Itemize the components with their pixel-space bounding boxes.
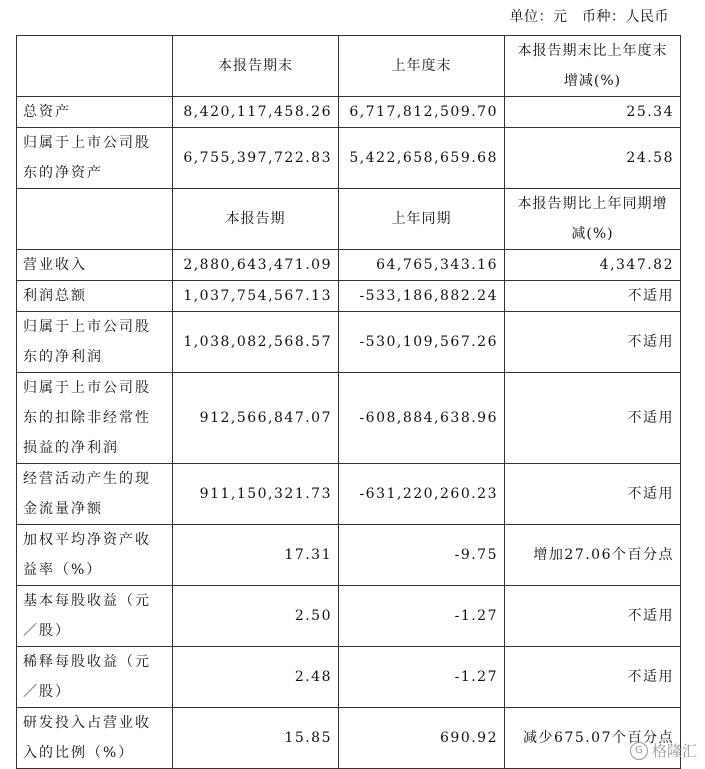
table-row [17, 708, 681, 769]
table-row [17, 373, 681, 464]
row-label: 归属于上市公司股东的净利润 [17, 312, 173, 373]
table-row [17, 128, 681, 189]
table-row [17, 250, 681, 281]
row-label: 基本每股收益（元／股） [17, 586, 173, 647]
watermark-text: 格隆汇 [651, 742, 697, 760]
financial-data-table [16, 35, 681, 769]
row-label: 归属于上市公司股东的扣除非经常性损益的净利润 [17, 373, 173, 464]
row-value-current: 15.85 [173, 708, 339, 769]
row-value-prior: 6,717,812,509.70 [339, 97, 505, 128]
row-value-prior: -631,220,260.23 [339, 464, 505, 525]
header-current-period: 本报告期 [173, 189, 339, 250]
row-value-prior: -1.27 [339, 647, 505, 708]
row-value-change: 4,347.82 [505, 250, 681, 281]
row-value-change: 24.58 [505, 128, 681, 189]
row-value-current: 2,880,643,471.09 [173, 250, 339, 281]
row-value-current: 1,038,082,568.57 [173, 312, 339, 373]
header-prior-year-end: 上年度末 [339, 36, 505, 97]
row-value-current: 912,566,847.07 [173, 373, 339, 464]
row-value-prior: -608,884,638.96 [339, 373, 505, 464]
row-label: 归属于上市公司股东的净资产 [17, 128, 173, 189]
currency-unit-note: 单位：元 币种：人民币 [509, 9, 669, 25]
row-label: 利润总额 [17, 281, 173, 312]
header-empty-cell [17, 36, 173, 97]
gelonghui-watermark [630, 740, 697, 761]
row-value-prior: -1.27 [339, 586, 505, 647]
row-value-change: 不适用 [505, 281, 681, 312]
row-value-change: 不适用 [505, 312, 681, 373]
row-value-current: 2.50 [173, 586, 339, 647]
row-value-current: 911,150,321.73 [173, 464, 339, 525]
row-label: 加权平均净资产收益率（%） [17, 525, 173, 586]
row-value-prior: 5,422,658,659.68 [339, 128, 505, 189]
row-value-change: 25.34 [505, 97, 681, 128]
table-subheader-row [17, 189, 681, 250]
table-row [17, 281, 681, 312]
header-period-end: 本报告期末 [173, 36, 339, 97]
table-row [17, 647, 681, 708]
header-change-percent: 本报告期末比上年度末增减(%) [505, 36, 681, 97]
row-value-prior: -9.75 [339, 525, 505, 586]
row-value-current: 17.31 [173, 525, 339, 586]
header-yoy-change: 本报告期比上年同期增减(%) [505, 189, 681, 250]
table-row [17, 586, 681, 647]
row-label: 稀释每股收益（元／股） [17, 647, 173, 708]
row-value-current: 1,037,754,567.13 [173, 281, 339, 312]
header-empty-cell [17, 189, 173, 250]
row-value-prior: 690.92 [339, 708, 505, 769]
header-same-period-last-year: 上年同期 [339, 189, 505, 250]
table-row [17, 312, 681, 373]
row-value-prior: -533,186,882.24 [339, 281, 505, 312]
row-value-change: 不适用 [505, 647, 681, 708]
row-value-change: 增加27.06个百分点 [505, 525, 681, 586]
row-value-current: 8,420,117,458.26 [173, 97, 339, 128]
row-value-change: 减少675.07个百分点 [505, 708, 681, 769]
row-value-change: 不适用 [505, 373, 681, 464]
row-value-current: 2.48 [173, 647, 339, 708]
table-header-row [17, 36, 681, 97]
row-value-change: 不适用 [505, 586, 681, 647]
row-label: 营业收入 [17, 250, 173, 281]
row-value-change: 不适用 [505, 464, 681, 525]
table-row [17, 464, 681, 525]
row-value-prior: -530,109,567.26 [339, 312, 505, 373]
row-label: 研发投入占营业收入的比例（%） [17, 708, 173, 769]
row-label: 经营活动产生的现金流量净额 [17, 464, 173, 525]
row-value-prior: 64,765,343.16 [339, 250, 505, 281]
row-value-current: 6,755,397,722.83 [173, 128, 339, 189]
table-row [17, 97, 681, 128]
watermark-logo-icon: G [630, 742, 648, 760]
row-label: 总资产 [17, 97, 173, 128]
table-row [17, 525, 681, 586]
